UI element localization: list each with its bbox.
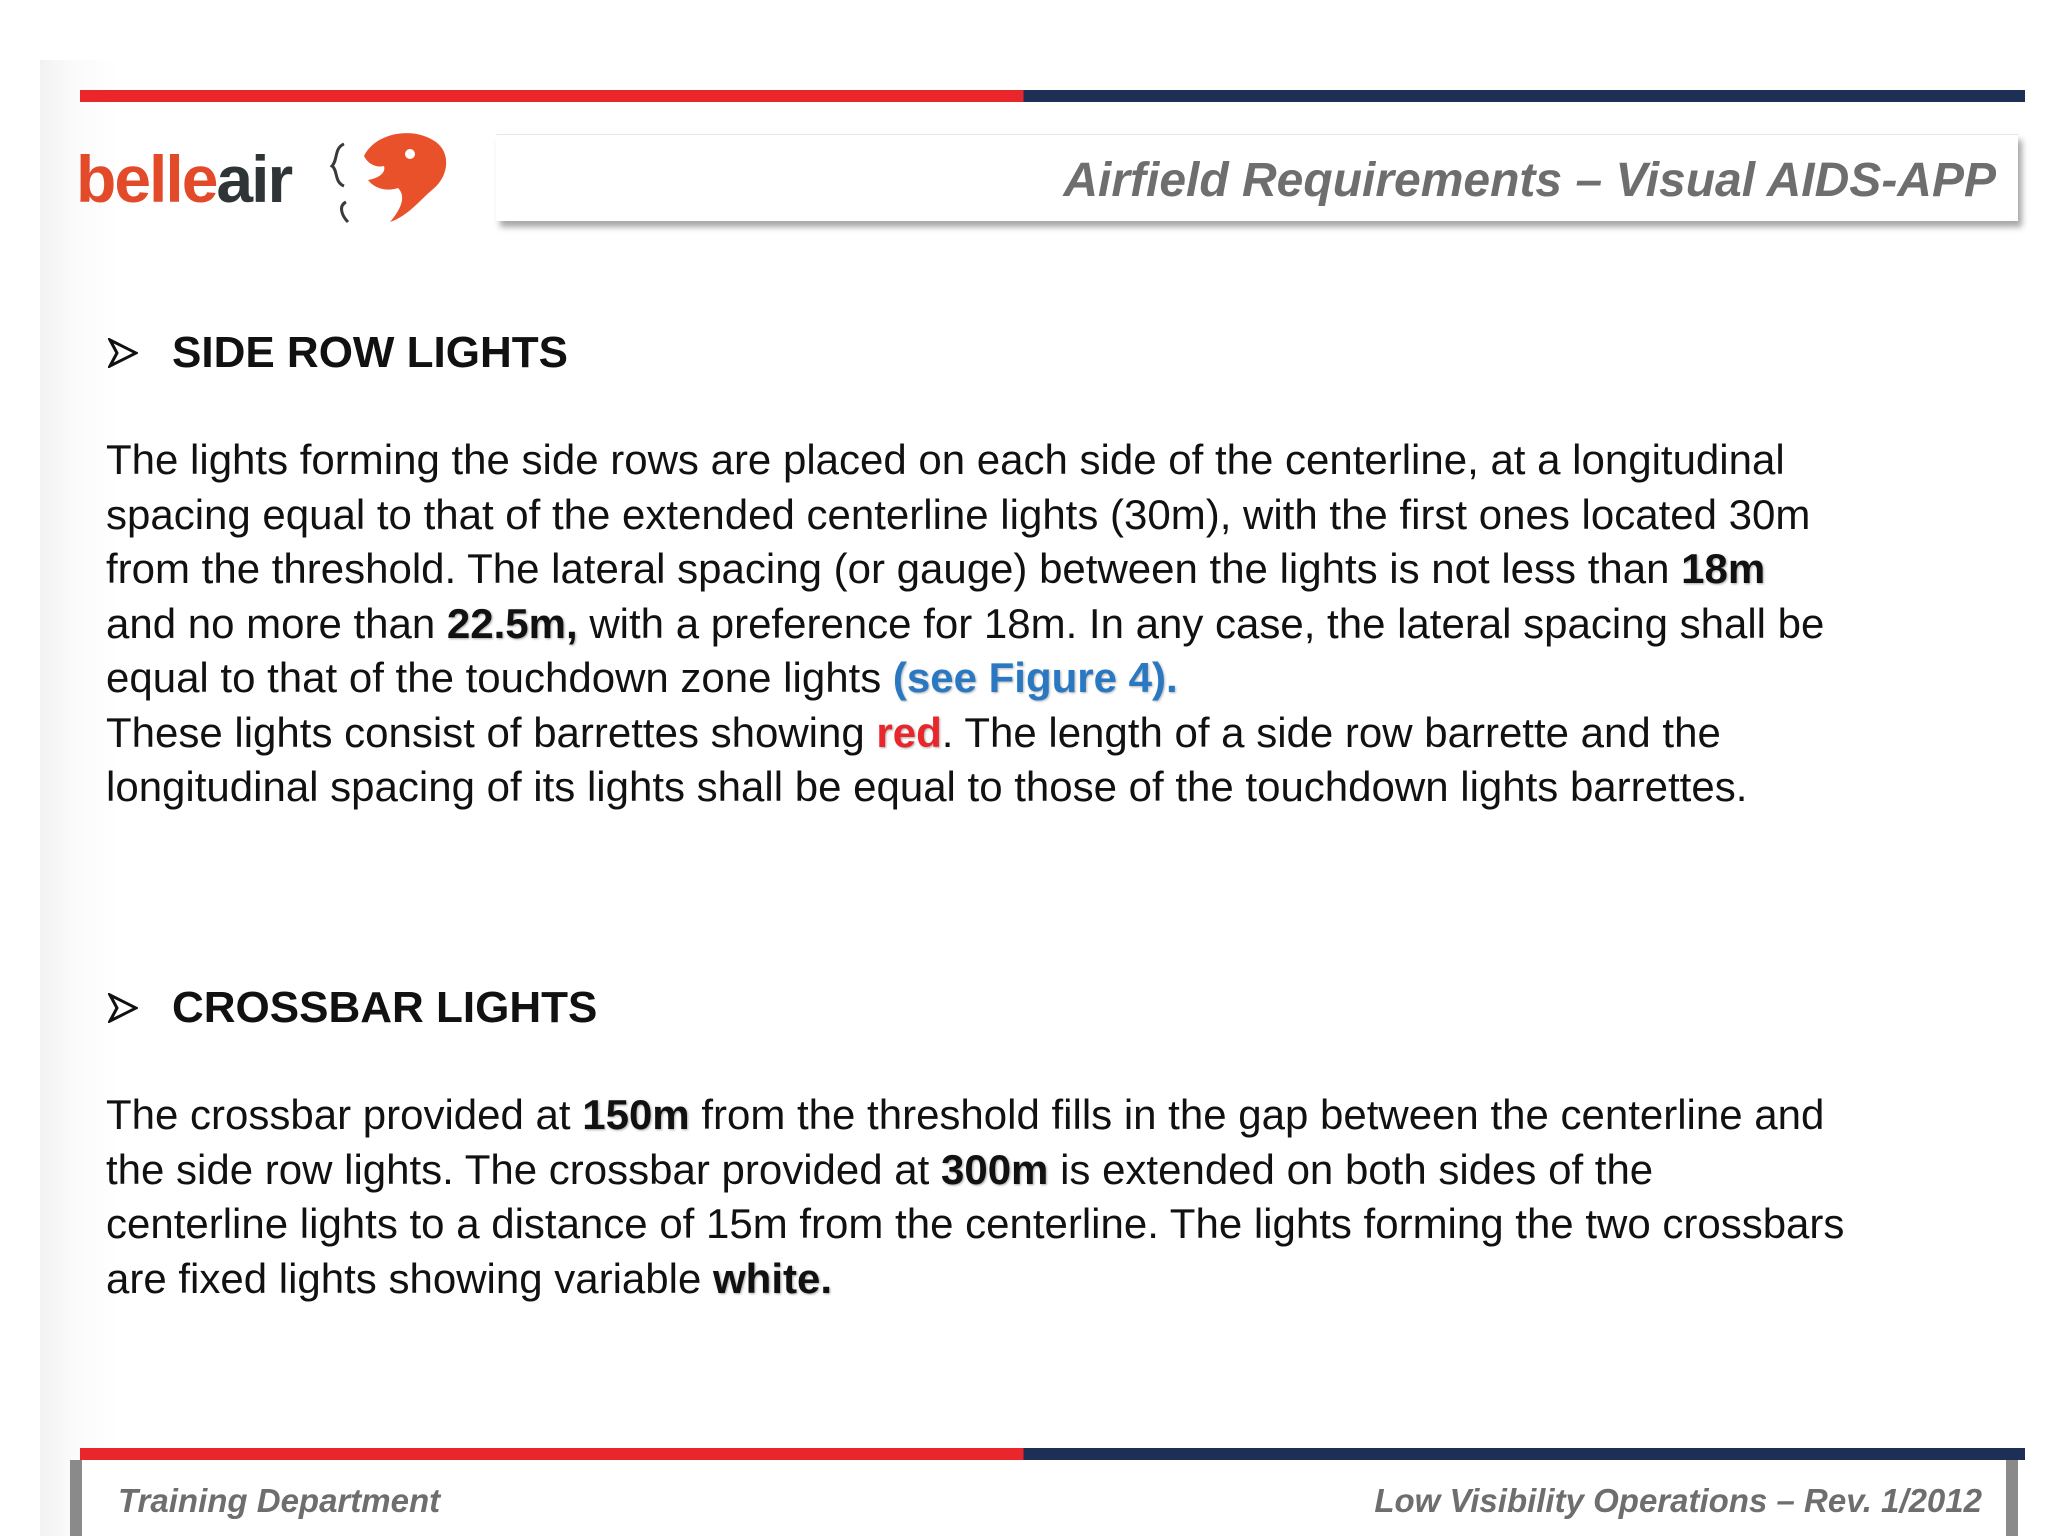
paragraph-text: and no more than [106, 599, 447, 647]
section-heading-label: CROSSBAR LIGHTS [172, 983, 598, 1032]
section-heading-crossbar [108, 983, 597, 1033]
side-row-paragraph [106, 433, 1846, 815]
highlighted-value: 150m [582, 1091, 690, 1138]
logo-bird-icon [324, 126, 524, 236]
highlighted-value: 18m [1681, 545, 1766, 592]
footer-accent-bar [80, 1448, 2025, 1460]
logo-air: air [216, 142, 292, 216]
footer-department: Training Department [118, 1482, 441, 1519]
footer-revision: Low Visibility Operations – Rev. 1/2012 [1374, 1482, 1982, 1519]
logo-belle: belle [76, 142, 217, 216]
section-heading-label: SIDE ROW LIGHTS [172, 328, 568, 377]
footer [70, 1460, 2018, 1536]
arrow-bullet-icon [108, 338, 138, 368]
paragraph-text: The lights forming the side rows are placed on each side of the centerline, at a longitudinal spacing equal to that of the extended centerline lights (30m), with the first ones located 30m from the threshold. The lateral spacing (or gauge) between the lights is not less than [106, 436, 1811, 592]
paragraph-text: The crossbar provided at [106, 1091, 583, 1138]
highlighted-value: red [876, 708, 942, 756]
crossbar-paragraph [106, 1088, 1846, 1306]
header-accent-bar [80, 90, 2025, 102]
highlighted-value: white [713, 1254, 821, 1302]
paragraph-text: from the threshold fills in the gap between the centerline and the side row lights. The crossbar provided at [106, 1091, 1825, 1193]
paragraph-text: These lights consist of barrettes showing [106, 708, 877, 756]
highlighted-value: 22.5m, [446, 599, 578, 647]
highlighted-value: 300m [940, 1145, 1049, 1193]
belleair-logo [76, 126, 456, 236]
logo-wordmark [76, 142, 292, 216]
highlighted-value: . [820, 1254, 833, 1302]
paragraph-text: is extended on both sides of the centerline lights to a distance of 15m from the centerline. The lights forming the two crossbars are fixed lights showing variable [106, 1145, 1845, 1302]
figure-reference-link[interactable]: (see Figure 4). [892, 654, 1178, 701]
arrow-bullet-icon [108, 993, 138, 1023]
title-banner [496, 134, 2018, 221]
page-title: Airfield Requirements – Visual AIDS-APP [1063, 154, 1996, 207]
paragraph-text: with a preference for 18m. In any case, the lateral spacing shall be equal to that of the touchdown zone lights [106, 599, 1825, 701]
section-heading-side-row [108, 328, 568, 378]
paragraph-text: . The length of a side row barrette and the longitudinal spacing of its lights shall be equal to those of the touchdown lights barrettes. [106, 708, 1748, 810]
